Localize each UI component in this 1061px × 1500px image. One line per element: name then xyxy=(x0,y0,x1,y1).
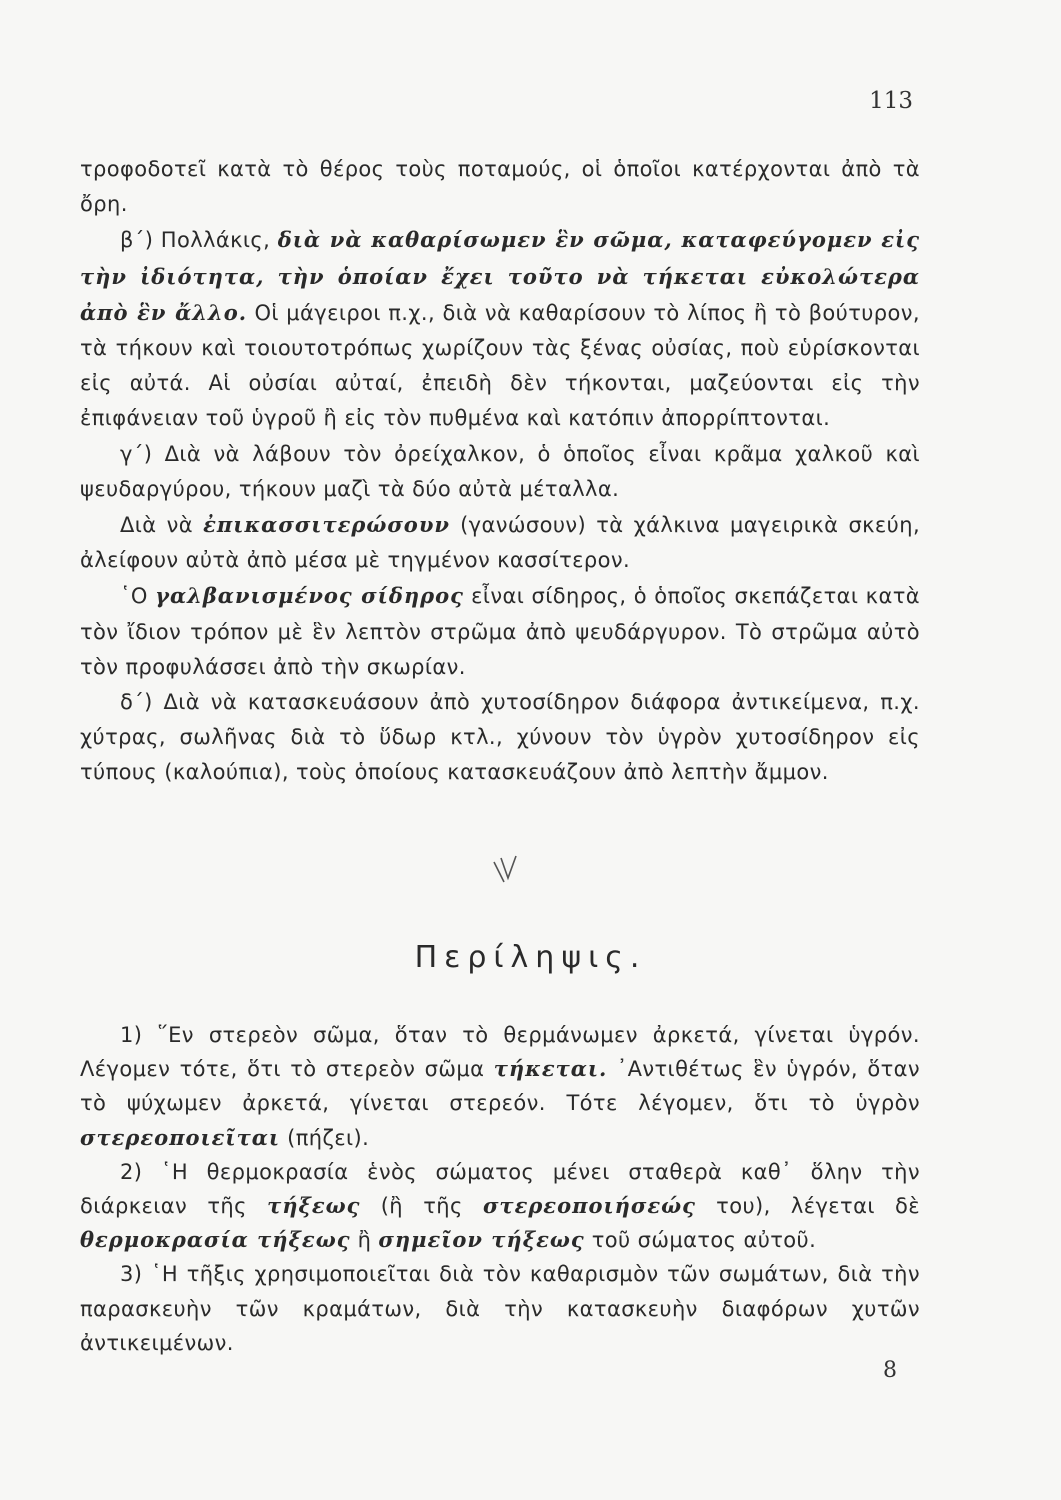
summary-heading: Περίληψις. xyxy=(414,940,647,975)
summary-item-2-term-solidification: στερεοποιήσεώς xyxy=(482,1193,696,1219)
summary-item-2-text-3: του), λέγεται δὲ xyxy=(716,1194,921,1219)
paragraph-d: δ΄) Διὰ νὰ κατασκευάσουν ἀπὸ χυτοσίδηρον διάφορα ἀντικείμενα, π.χ. χύτρας, σωλῆνας διὰ τὸ ὕδωρ κτλ., χύνουν τὸν ὑγρὸν χυτοσίδηρον εἰς τύπους (καλούπια), τοὺς ὁποίους κατασκευάζουν ἀπὸ λεπτὴν ἄμμον. xyxy=(80,690,920,785)
summary-item-2-text-2: (ἢ τῆς xyxy=(380,1194,463,1219)
summary-item-2 xyxy=(80,1155,920,1258)
signature-number: 8 xyxy=(883,1358,897,1383)
summary-item-2-term-melting-point: σημεῖον τήξεως xyxy=(378,1227,585,1253)
summary-item-2-text-4: ἢ xyxy=(357,1228,372,1253)
summary-text xyxy=(80,1018,920,1360)
summary-item-3: 3) ῾Η τῆξις χρησιμοποιεῖται διὰ τὸν καθαρισμὸν τῶν σωμάτων, διὰ τὴν παρασκευὴν τῶν κραμάτων, διὰ τὴν κατασκευὴν διαφόρων χυτῶν ἀντικειμένων. xyxy=(80,1262,920,1355)
paragraph-b xyxy=(80,222,920,436)
paragraph-galvanized-rest: εἶναι σίδηρος, ὁ ὁποῖος σκεπάζεται κατὰ τὸν ἴδιον τρόπον μὲ ἓν λεπτὸν στρῶμα ἀπὸ ψευδάργυρον. Τὸ στρῶμα αὐτὸ τὸν προφυλάσσει ἀπὸ τὴν σκωρίαν. xyxy=(80,584,920,679)
summary-item-1-term-solidifies: στερεοποιεῖται xyxy=(80,1124,281,1150)
body-text xyxy=(80,152,920,791)
summary-item-2-text-5: τοῦ σώματος αὐτοῦ. xyxy=(591,1228,817,1253)
summary-item-1-text: 1) ῞Εν στερεὸν σῶμα, ὅταν τὸ θερμάνωμεν ἀρκετά, γίνεται ὑγρόν. Λέγομεν τότε, ὅτι τὸ στερεὸν σῶμα xyxy=(80,1023,920,1082)
summary-item-1-text-2: ᾿Αντιθέτως ἓν ὑγρόν, ὅταν τὸ ψύχωμεν ἀρκετά, γίνεται στερεόν. Τότε λέγομεν, ὅτι τὸ ὑγρὸν xyxy=(80,1057,920,1116)
summary-item-1 xyxy=(80,1018,920,1155)
summary-item-2-term-melting: τήξεως xyxy=(267,1193,361,1219)
pencil-mark xyxy=(492,852,518,886)
summary-item-2-text: 2) ῾Η θερμοκρασία ἑνὸς σώματος μένει σταθερὰ καθ᾿ ὅλην τὴν διάρκειαν τῆς xyxy=(80,1159,920,1219)
paragraph-galvanized-lead: ῾Ο xyxy=(120,584,148,609)
paragraph-galvanized xyxy=(80,578,920,685)
paragraph-intro: τροφοδοτεῖ κατὰ τὸ θέρος τοὺς ποταμούς, οἱ ὁποῖοι κατέρχονται ἀπὸ τὰ ὄρη. xyxy=(80,157,920,217)
paragraph-b-lead: β΄) Πολλάκις, xyxy=(120,228,271,253)
paragraph-tinning-rest: (γανώσουν) τὰ χάλκινα μαγειρικὰ σκεύη, ἀλείφουν αὐτὰ ἀπὸ μέσα μὲ τηγμένον κασσίτερον. xyxy=(80,513,921,573)
page-number: 113 xyxy=(869,88,913,114)
paragraph-galvanized-emphasis: γαλβανισμένος σίδηρος xyxy=(155,583,464,609)
paragraph-tinning xyxy=(80,507,920,578)
summary-item-2-term-melting-temp: θερμοκρασία τήξεως xyxy=(80,1227,351,1253)
summary-item-1-term-melts: τήκεται. xyxy=(493,1056,608,1082)
paragraph-c: γ΄) Διὰ νὰ λάβουν τὸν ὀρείχαλκον, ὁ ὁποῖος εἶναι κρᾶμα χαλκοῦ καὶ ψευδαργύρου, τήκουν μαζὶ τὰ δύο αὐτὰ μέταλλα. xyxy=(80,441,920,501)
paragraph-tinning-emphasis: ἐπικασσιτερώσουν xyxy=(203,512,450,538)
summary-item-1-text-3: (πήζει). xyxy=(287,1125,370,1150)
paragraph-tinning-lead: Διὰ νὰ xyxy=(120,513,194,538)
paragraph-b-rest: Οἱ μάγειροι π.χ., διὰ νὰ καθαρίσουν τὸ λίπος ἢ τὸ βούτυρον, τὰ τήκουν καὶ τοιουτοτρόπως χωρίζουν τὰς ξένας οὐσίας, ποὺ εὑρίσκονται εἰς αὐτά. Αἱ οὐσίαι αὐταί, ἐπειδὴ δὲν τήκονται, μαζεύονται εἰς τὴν ἐπιφάνειαν τοῦ ὑγροῦ ἢ εἰς τὸν πυθμένα καὶ κατόπιν ἀπορρίπτονται. xyxy=(80,300,920,431)
paragraph-b-emphasis: διὰ νὰ καθαρίσωμεν ἓν σῶμα, καταφεύγομεν εἰς τὴν ἰδιότητα, τὴν ὁποίαν ἔχει τοῦτο νὰ τήκεται εὐκολώτερα ἀπὸ ἓν ἄλλο. xyxy=(80,227,920,325)
